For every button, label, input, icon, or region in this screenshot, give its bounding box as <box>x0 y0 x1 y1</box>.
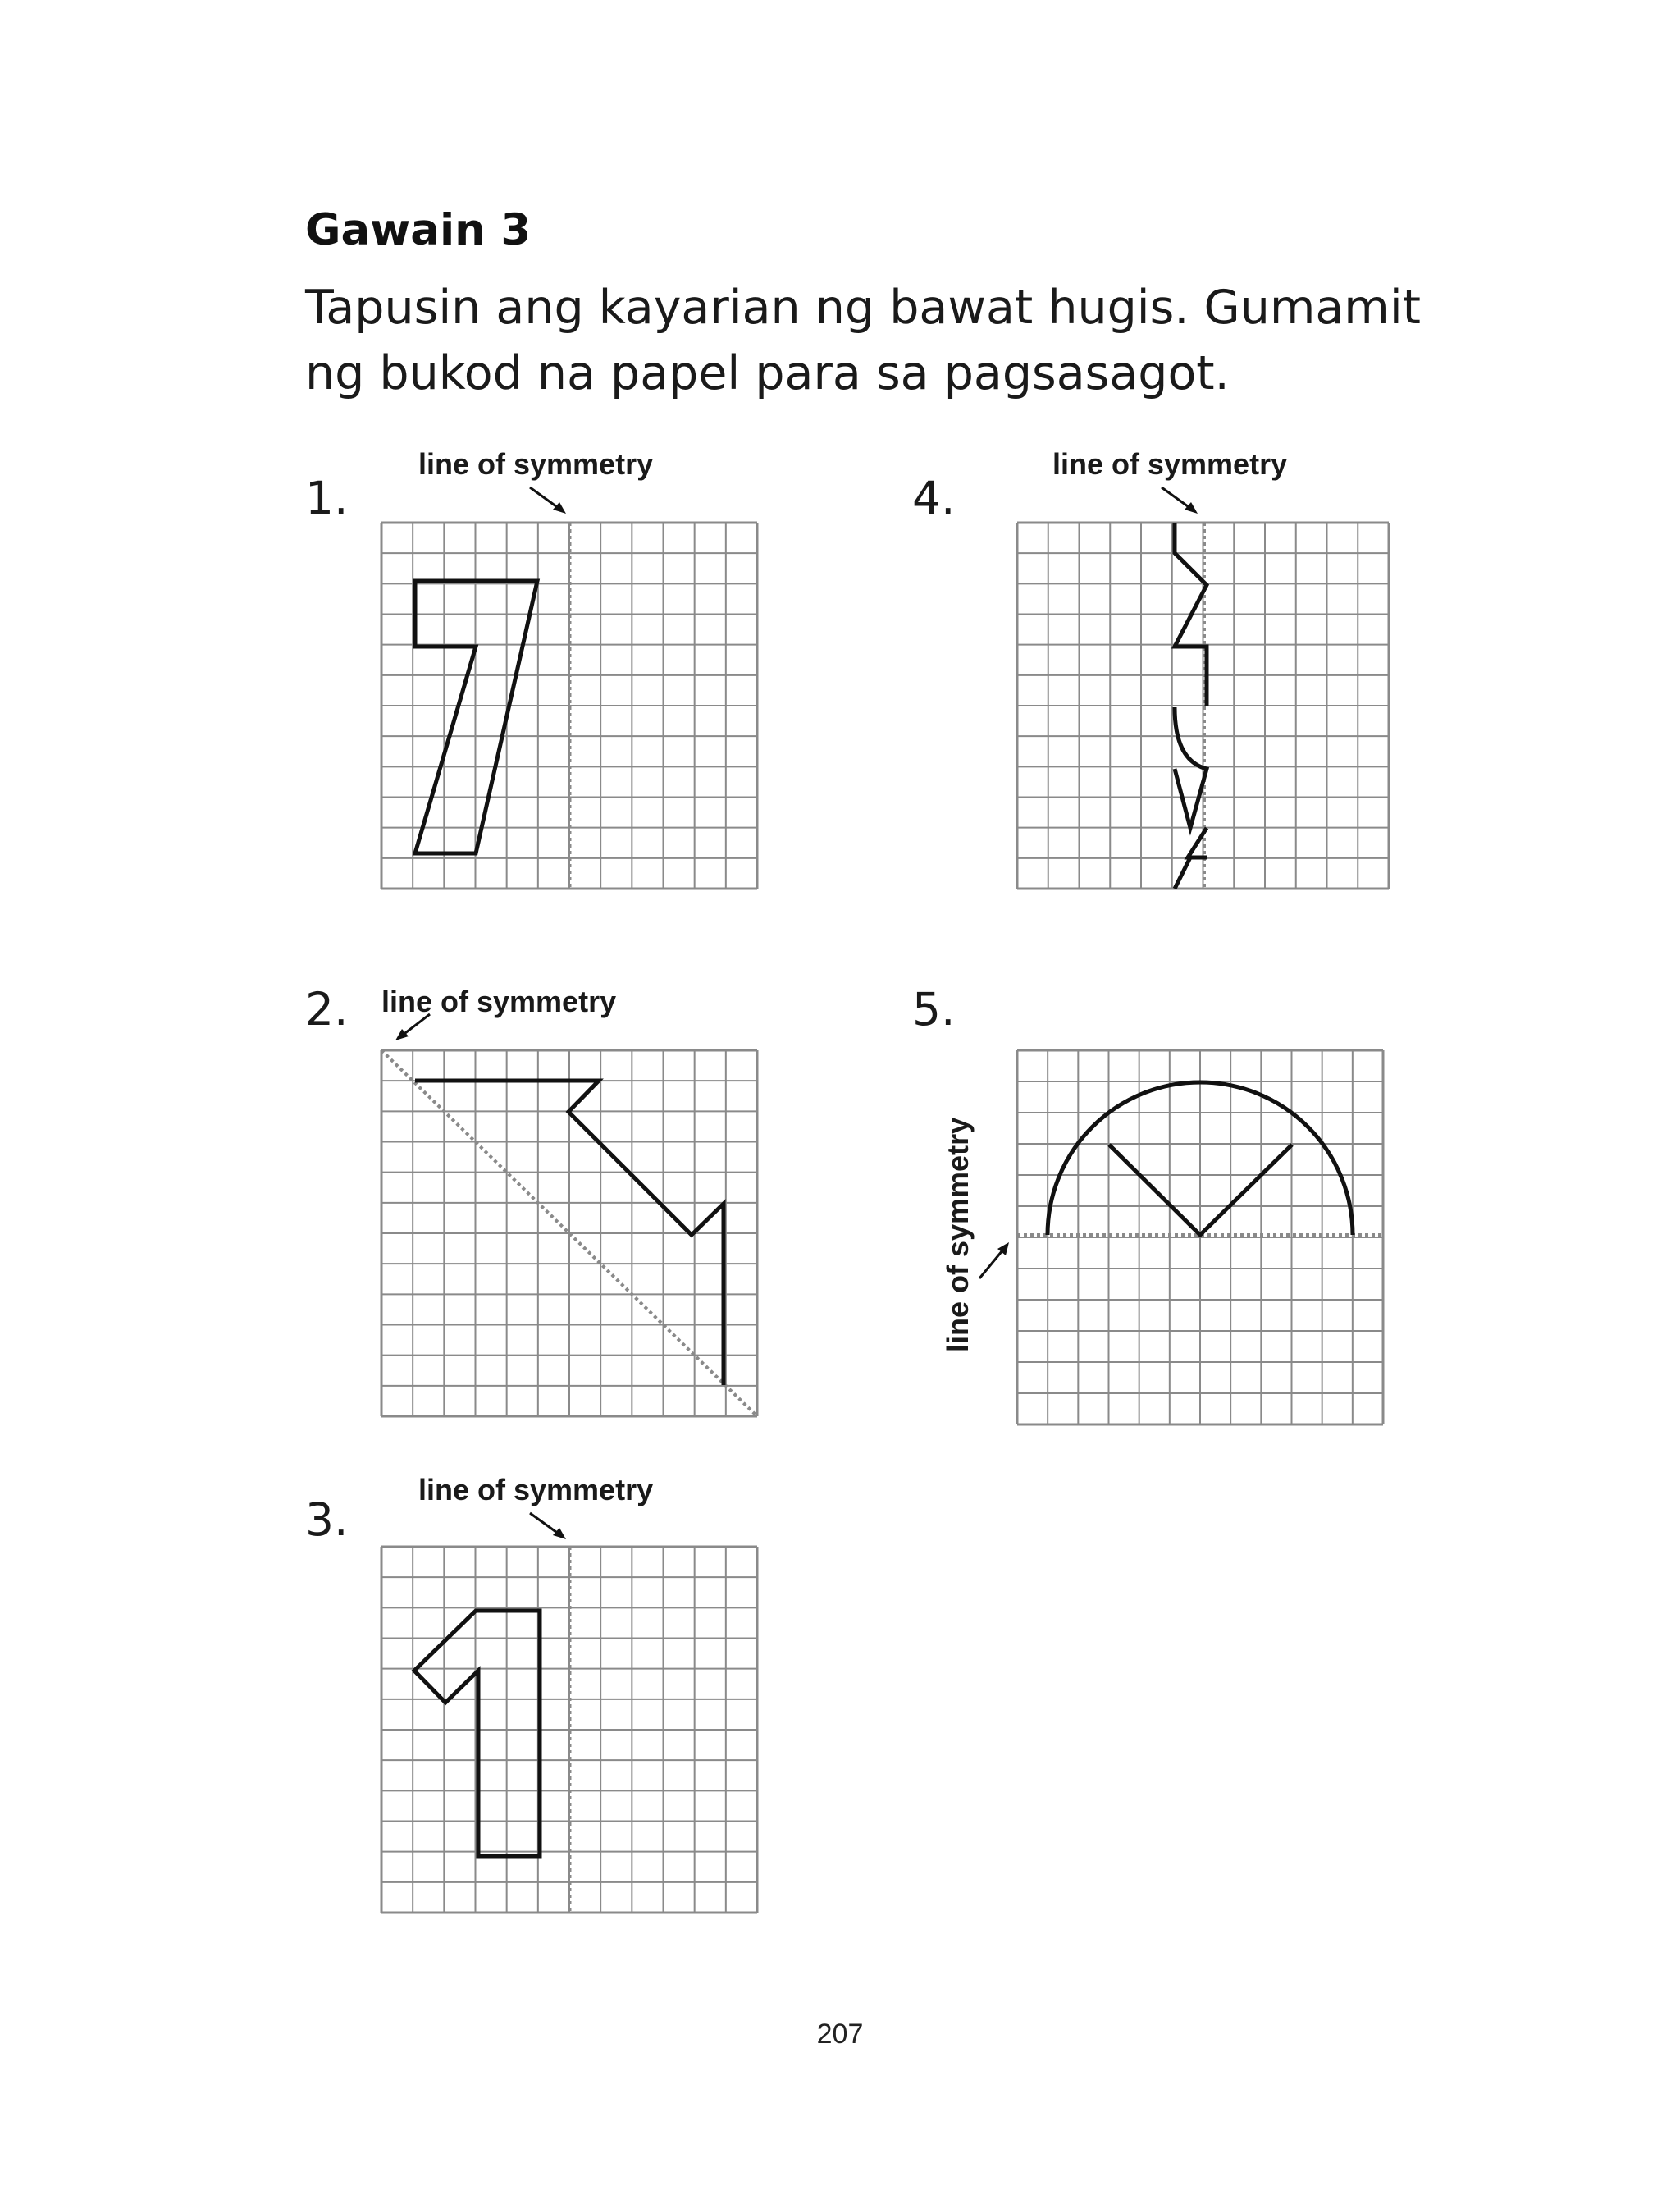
item-2-arrow-icon <box>392 1011 441 1044</box>
page-title: Gawain 3 <box>305 205 532 255</box>
item-2-number: 2. <box>305 983 349 1036</box>
item-4-number: 4. <box>912 472 956 524</box>
item-1-symmetry-label: line of symmetry <box>418 447 654 481</box>
item-1-arrow-icon <box>525 484 574 517</box>
item-5-arrow-icon <box>975 1237 1016 1287</box>
item-1-number: 1. <box>305 472 349 524</box>
grid-lines <box>381 1050 757 1416</box>
item-3-arrow-icon <box>525 1510 574 1543</box>
item-3-symmetry-label: line of symmetry <box>418 1473 654 1506</box>
grid-item-5 <box>1017 1050 1383 1424</box>
grid-item-3 <box>381 1547 757 1913</box>
item-4-arrow-icon <box>1157 484 1206 517</box>
instructions: Tapusin ang kayarian ng bawat hugis. Gumamit ng bukod na papel para sa pagsasagot. <box>305 281 1422 400</box>
grid-item-4 <box>1017 523 1389 889</box>
item-4-symmetry-label: line of symmetry <box>1052 447 1288 481</box>
page-number: 207 <box>816 2019 864 2050</box>
shape-one <box>414 1611 540 1856</box>
item-3-number: 3. <box>305 1493 349 1546</box>
grid-item-1 <box>381 523 757 889</box>
item-2-symmetry-label: line of symmetry <box>381 985 617 1018</box>
grid-item-2 <box>381 1050 757 1416</box>
item-5-number: 5. <box>912 983 956 1036</box>
item-5-symmetry-label: line of symmetry <box>941 1117 975 1352</box>
